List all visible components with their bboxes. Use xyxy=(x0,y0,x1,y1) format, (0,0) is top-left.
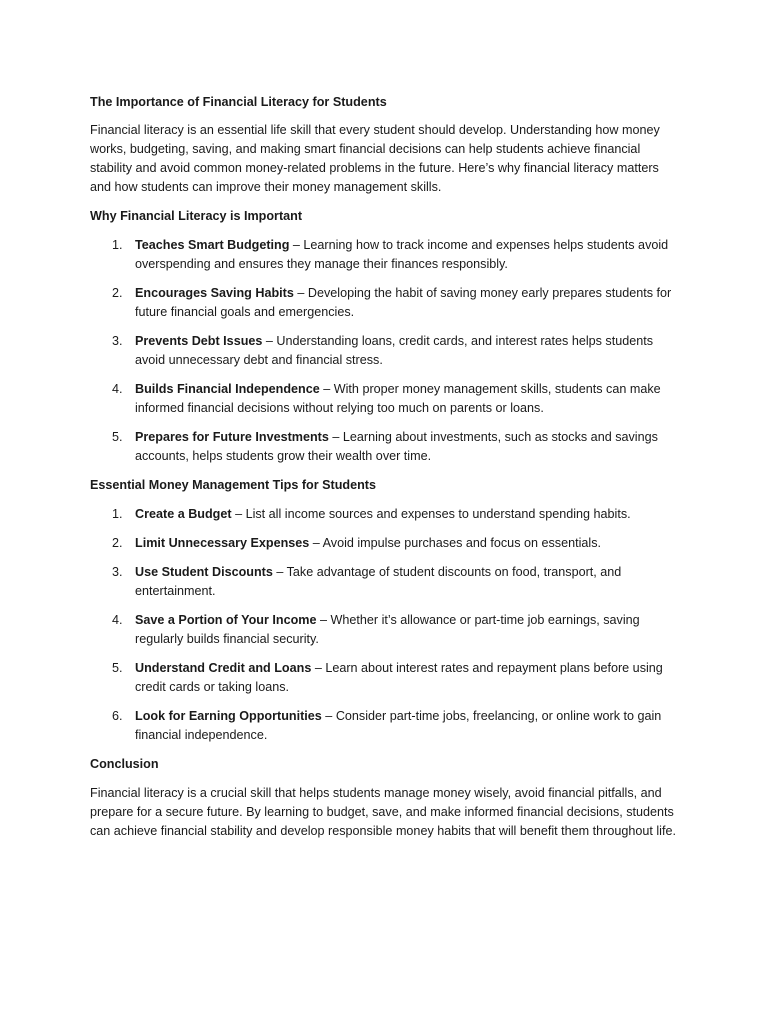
list-item-number: 1. xyxy=(112,238,123,252)
section-heading-tips: Essential Money Management Tips for Students xyxy=(90,478,376,492)
list-item-number: 4. xyxy=(112,613,123,627)
list-item-description: – With proper money management skills, students can make informed financial decisions without relying too much on parents or loans. xyxy=(135,382,661,415)
list-item-description: – Whether it’s allowance or part-time job earnings, saving regularly builds financial security. xyxy=(135,613,640,646)
why-list xyxy=(90,236,680,466)
list-item-term: Encourages Saving Habits xyxy=(135,286,294,300)
list-item xyxy=(90,534,680,553)
list-item-term: Use Student Discounts xyxy=(135,565,273,579)
list-item xyxy=(90,284,680,322)
list-item-number: 3. xyxy=(112,334,123,348)
conclusion-heading: Conclusion xyxy=(90,757,159,771)
list-item xyxy=(90,611,680,649)
list-item-number: 2. xyxy=(112,536,123,550)
document-title: The Importance of Financial Literacy for Students xyxy=(90,95,387,109)
list-item-term: Limit Unnecessary Expenses xyxy=(135,536,310,550)
list-item xyxy=(90,707,680,745)
list-item-description: – Understanding loans, credit cards, and interest rates helps students avoid unnecessary debt and financial stress. xyxy=(135,334,654,367)
list-item xyxy=(90,563,680,601)
list-item-term: Save a Portion of Your Income xyxy=(135,613,317,627)
section-heading-why: Why Financial Literacy is Important xyxy=(90,209,303,223)
list-item-term: Teaches Smart Budgeting xyxy=(135,238,290,252)
list-item-number: 5. xyxy=(112,430,123,444)
list-item-number: 6. xyxy=(112,709,123,723)
list-item-term: Builds Financial Independence xyxy=(135,382,320,396)
list-item xyxy=(90,236,680,274)
list-item-description: – List all income sources and expenses to understand spending habits. xyxy=(231,507,631,521)
list-item-number: 5. xyxy=(112,661,123,675)
list-item-description: – Learn about interest rates and repayment plans before using credit cards or taking loans. xyxy=(135,661,663,694)
list-item xyxy=(90,380,680,418)
intro-paragraph: Financial literacy is an essential life skill that every student should develop. Understanding how money works, budgeting, saving, and making smart financial decisions can help students achieve financial stability and avoid common money-related problems in the future. Here’s why financial literacy matters and how students can improve their money management skills. xyxy=(90,123,660,194)
list-item-term: Prepares for Future Investments xyxy=(135,430,329,444)
conclusion-paragraph: Financial literacy is a crucial skill that helps students manage money wisely, avoid financial pitfalls, and prepare for a secure future. By learning to budget, save, and make informed financial decisions, students can achieve financial stability and develop responsible money habits that will benefit them throughout life. xyxy=(90,786,676,838)
list-item-term: Create a Budget xyxy=(135,507,232,521)
list-item-description: – Learning about investments, such as stocks and savings accounts, helps students grow their wealth over time. xyxy=(135,430,658,463)
list-item-term: Prevents Debt Issues xyxy=(135,334,263,348)
list-item-number: 3. xyxy=(112,565,123,579)
list-item xyxy=(90,505,680,524)
list-item-description: – Avoid impulse purchases and focus on essentials. xyxy=(309,536,601,550)
list-item xyxy=(90,332,680,370)
list-item-number: 4. xyxy=(112,382,123,396)
list-item-description: – Developing the habit of saving money early prepares students for future financial goals and emergencies. xyxy=(135,286,672,319)
list-item-description: – Consider part-time jobs, freelancing, or online work to gain financial independence. xyxy=(135,709,662,742)
list-item-term: Understand Credit and Loans xyxy=(135,661,312,675)
list-item-description: – Take advantage of student discounts on food, transport, and entertainment. xyxy=(135,565,622,598)
list-item xyxy=(90,428,680,466)
list-item-description: – Learning how to track income and expenses helps students avoid overspending and ensures they manage their finances responsibly. xyxy=(135,238,669,271)
list-item xyxy=(90,659,680,697)
tips-list xyxy=(90,505,680,745)
list-item-term: Look for Earning Opportunities xyxy=(135,709,322,723)
list-item-number: 1. xyxy=(112,507,123,521)
list-item-number: 2. xyxy=(112,286,123,300)
